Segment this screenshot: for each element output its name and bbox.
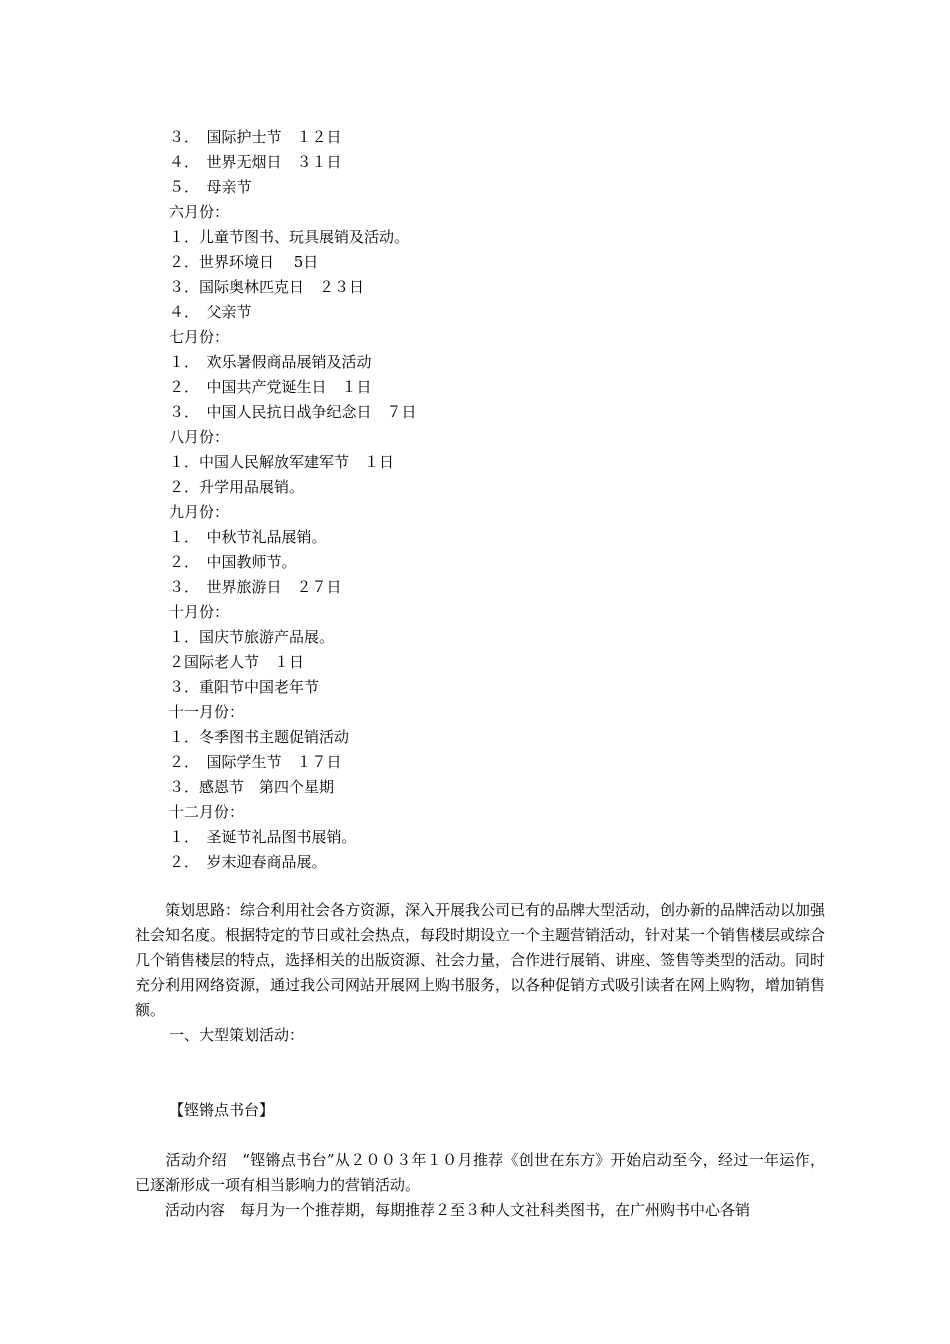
list-item: ４． 父亲节: [169, 303, 252, 321]
month-heading: 十二月份：: [169, 803, 245, 821]
list-item: ５． 母亲节: [169, 178, 252, 196]
list-item: ２． 国际学生节 １７日: [169, 753, 342, 771]
activity-intro-paragraph: 活动介绍 “铿锵点书台”从２００３年１０月推荐《创世在东方》开始启动至今，经过一年运作，已逐渐形成一项有相当影响力的营销活动。: [135, 1151, 825, 1194]
list-item: １．冬季图书主题促销活动: [169, 728, 350, 746]
month-heading: 六月份：: [169, 203, 230, 221]
list-item: １．中国人民解放军建军节 １日: [169, 453, 395, 471]
activity-title: 【铿锵点书台】: [169, 1101, 275, 1119]
list-item: ２．升学用品展销。: [169, 478, 305, 496]
list-item: ２．世界环境日 5日: [169, 253, 319, 271]
activity-content-paragraph: 活动内容 每月为一个推荐期，每期推荐２至３种人文社科类图书，在广州购书中心各销: [135, 1201, 751, 1219]
month-heading: 八月份：: [169, 428, 230, 446]
list-item: ３． 世界旅游日 ２７日: [169, 578, 342, 596]
list-item: １． 欢乐暑假商品展销及活动: [169, 353, 372, 371]
list-item: １．国庆节旅游产品展。: [169, 628, 335, 646]
list-item: １． 中秋节礼品展销。: [169, 528, 327, 546]
list-item: １． 圣诞节礼品图书展销。: [169, 828, 357, 846]
month-heading: 十一月份：: [169, 703, 245, 721]
month-heading: 十月份：: [169, 603, 230, 621]
list-item: ２． 岁末迎春商品展。: [169, 853, 327, 871]
list-item: ３．重阳节中国老年节: [169, 678, 320, 696]
section-heading: 一、大型策划活动：: [169, 1026, 305, 1044]
list-item: ３． 中国人民抗日战争纪念日 ７日: [169, 403, 417, 421]
list-item: ３．感恩节 第四个星期: [169, 778, 335, 796]
list-item: ２． 中国教师节。: [169, 553, 297, 571]
month-heading: 九月份：: [169, 503, 230, 521]
list-item: ３． 国际护士节 １２日: [169, 128, 342, 146]
list-item: ４． 世界无烟日 ３１日: [169, 153, 342, 171]
list-item: ３．国际奥林匹克日 ２３日: [169, 278, 365, 296]
list-item: ２． 中国共产党诞生日 １日: [169, 378, 372, 396]
list-item: ２国际老人节 １日: [169, 653, 305, 671]
list-item: １．儿童节图书、玩具展销及活动。: [169, 228, 410, 246]
month-heading: 七月份：: [169, 328, 230, 346]
planning-paragraph: 策划思路：综合利用社会各方资源，深入开展我公司已有的品牌大型活动，创办新的品牌活动以加强社会知名度。根据特定的节日或社会热点，每段时期设立一个主题营销活动，针对某一个销售楼层或综合几个销售楼层的特点，选择相关的出版资源、社会力量，合作进行展销、讲座、签售等类型的活动。同时充分利用网络资源，通过我公司网站开展网上购书服务，以各种促销方式吸引读者在网上购物，增加销售额。: [135, 901, 826, 1019]
